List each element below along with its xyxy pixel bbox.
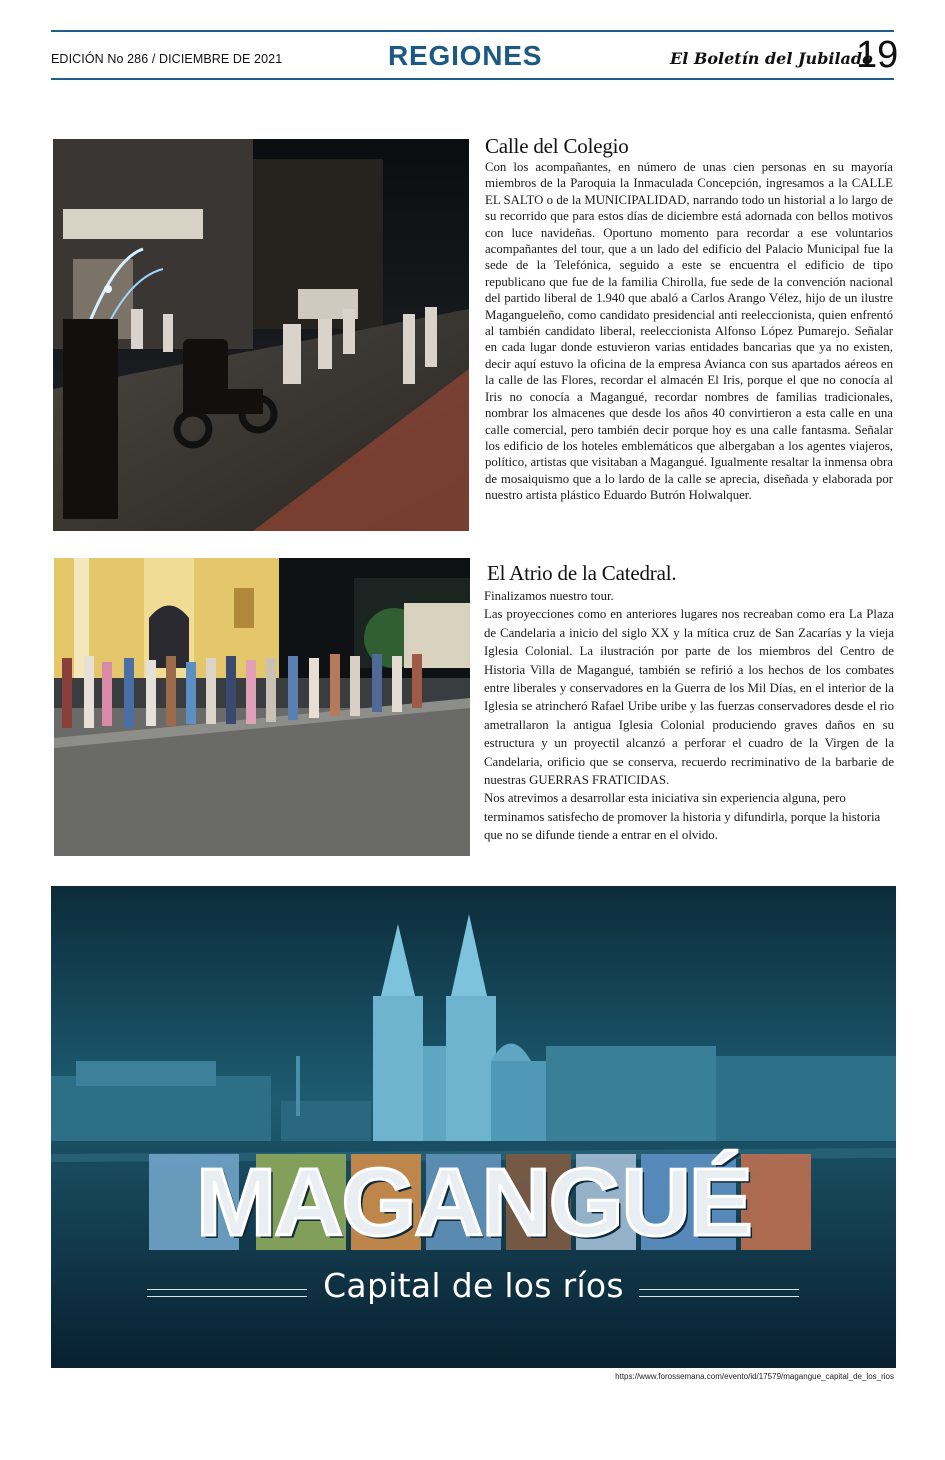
edition-info: EDICIÓN No 286 / DICIEMBRE DE 2021 [51,52,283,66]
banner-title: MAGANGUÉ [196,1149,751,1256]
page-number: 19 [856,34,899,76]
header-bottom-rule [51,78,894,80]
image-source-url[interactable]: https://www.forossemana.com/evento/id/17579/magangue_capital_de_los_rios [615,1372,894,1381]
newspaper-name: El Boletín del Jubilado [670,49,873,68]
street-night-photo [53,139,469,531]
article-title: Calle del Colegio [485,134,629,158]
cathedral-group-photo [54,558,470,856]
banner-subtitle: Capital de los ríos [323,1266,624,1305]
section-title: REGIONES [388,40,543,71]
article-body [485,159,893,504]
article-body [484,587,894,845]
article-paragraph: Las proyecciones como en anteriores lugares nos recreaban como era La Plaza de Candelaria a inicio del siglo XX y la mítica cruz de San Zacarías y la vieja Iglesia Colonial. La ilustración por parte de los miembros del Centro de Historia Villa de Magangué, también se refirió a los hechos de los combates entre liberales y conservadores en la Guerra de los Mil Días, en el interior de la Iglesia se atrincheró Rafael Uribe uribe y las fuerzas conservadores desde el rio ametrallaron la antigua Iglesia Colonial produciendo graves daños en su estructura y un proyectil alcanzó a perforar el cuadro de la Virgen de la Candelaria, orificio que se conserva, recuerdo recriminativo de la barbarie de nuestras GUERRAS FRATICIDAS. [484,607,894,788]
article-paragraph: Con los acompañantes, en número de unas cien personas en su mayoría miembros de la Paroquia la Inmaculada Concepción, ingresamos a la CALLE EL SALTO o de la MUNICIPALIDAD, narrando todo un historial a lo largo de su recorrido que para estos días de diciembre está adornada con bellos motivos con luce navideñas. Oportuno momento para recordar a ese voluntarios acompañantes del tour, que a un lado del edificio del Palacio Municipal fue la sede de la Telefónica, seguido a este se encuentra el edificio de tipo republicano que fue de la familia Chirolla, fue sede de la convención nacional del partido liberal de 1.940 que abaló a Carlos Arango Vélez, hijo de un ilustre Magangueleño, como candidato presidencial anti reeleccionista, quien enfrentó al también candidato liberal, reeleccionista Alfonso López Pumarejo. Señalar en cada lugar donde estuvieron varias entidades bancarias que ya no existen, decir aquí estuvo la oficina de la empresa Avianca con sus apartados aéreos en la calle de las Flores, recordar el almacén El Iris, porque el que no conocía al Iris no conocía a Magangué, recordar nombres de familias tradicionales, nombrar los almacenes que desde los años 40 convirtieron a esta calle en una calle comercial, pero también decir porque hoy es una calle fantasma. Señalar los edificio de los hoteles emblemáticos que albergaban a los agentes viajeros, político, artistas que visitaban a Magangué. Igualmente resaltar la inmensa obra de mosaiquismo que a lo lardo de la calle se aprecia, diseñada y elaborada por nuestro artista plástico Eduardo Butrón Holwalquer. [485,160,893,503]
header-top-rule [51,30,894,32]
article-intro: Finalizamos nuestro tour. [484,589,614,603]
article-title: El Atrio de la Catedral. [487,561,677,585]
article-closing: Nos atrevimos a desarrollar esta iniciativa sin experiencia alguna, pero terminamos satisfecho de promover la historia y difundirla, porque la historia que no se difunde tiende a entrar en el olvido. [484,791,881,843]
magangue-banner [51,886,896,1368]
decorative-line [639,1289,799,1297]
